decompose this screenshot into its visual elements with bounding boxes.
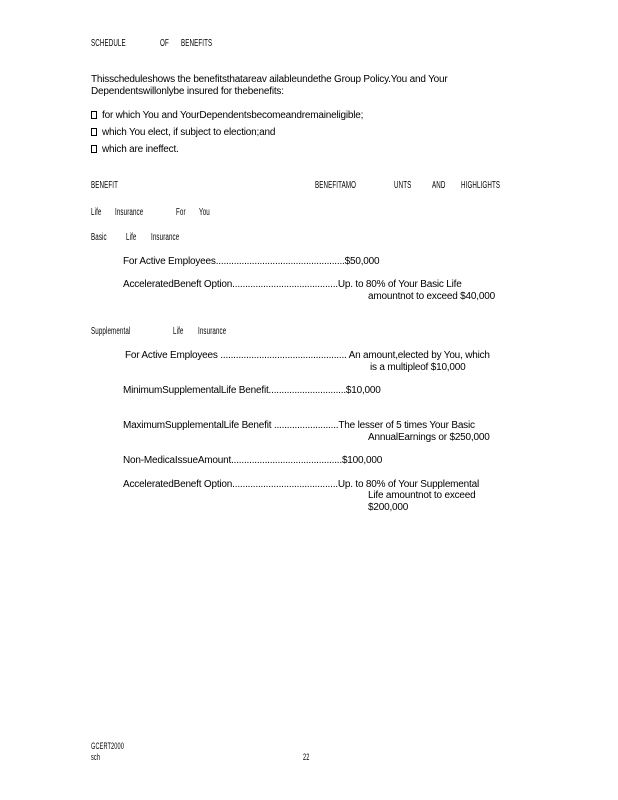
condition-item: for which You and YourDependentsbecomeandremaineligible; (91, 110, 363, 121)
intro-line-2: Dependentswillonlybe insured for thebenefits: (91, 86, 284, 97)
basic-heading-word: Basic (91, 232, 107, 243)
basic-row-accelerated: AcceleratedBeneft Option.........................................Up. to 80% of Your Basic Life (123, 279, 462, 290)
bullet-box-icon (91, 145, 97, 153)
bullet-box-icon (91, 128, 97, 136)
supp-row-active-employees-extra: is a multipleof $10,000 (370, 362, 466, 373)
supp-heading-word: Supplemental (91, 326, 131, 337)
supp-heading-word: Life (173, 326, 184, 337)
supp-row-accelerated-extra: Life amountnot to exceed (368, 490, 476, 501)
life-heading-word: Insurance (115, 207, 144, 218)
header-of: OF (160, 38, 169, 49)
column-benefit: BENEFIT (91, 180, 119, 191)
life-heading-word: For (176, 207, 186, 218)
footer-sch: sch (91, 752, 101, 762)
basic-heading-word: Insurance (151, 232, 180, 243)
page-number: 22 (303, 752, 310, 762)
supp-row-accelerated: AcceleratedBeneft Option.........................................Up. to 80% of Your Supplemental (123, 479, 479, 490)
supp-row-maximum-extra: AnnualEarnings or $250,000 (368, 432, 490, 443)
supp-row-accelerated-extra-2: $200,000 (368, 502, 409, 513)
supp-row-minimum: MinimumSupplementalLife Benefit..............................$10,000 (123, 385, 381, 396)
column-amounts-part2: UNTS (394, 180, 412, 191)
column-highlights: HIGHLIGHTS (461, 180, 501, 191)
supp-row-active-employees: For Active Employees ................................................. An amount,elected by You, which (125, 350, 490, 361)
supp-row-non-medical: Non-MedicaIssueAmount...........................................$100,000 (123, 455, 383, 466)
column-and: AND (432, 180, 446, 191)
header-schedule: SCHEDULE (91, 38, 126, 49)
footer-code: GCERT2000 (91, 741, 124, 751)
condition-item: which You elect, if subject to election;and (91, 127, 275, 138)
header-benefits: BENEFITS (181, 38, 213, 49)
intro-line-1: Thisscheduleshows the benefitsthatareav ailableundethe Group Policy.You and Your (91, 74, 448, 85)
basic-row-accelerated-extra: amountnot to exceed $40,000 (368, 291, 495, 302)
supp-heading-word: Insurance (198, 326, 227, 337)
life-heading-word: Life (91, 207, 102, 218)
condition-item: which are ineffect. (91, 144, 179, 155)
bullet-box-icon (91, 111, 97, 119)
life-heading-word: You (199, 207, 210, 218)
basic-heading-word: Life (126, 232, 137, 243)
column-amounts-part1: BENEFITAMO (315, 180, 357, 191)
supp-row-maximum: MaximumSupplementalLife Benefit .........................The lesser of 5 times Your Basic (123, 420, 475, 431)
basic-row-active-employees: For Active Employees..................................................$50,000 (123, 256, 380, 267)
